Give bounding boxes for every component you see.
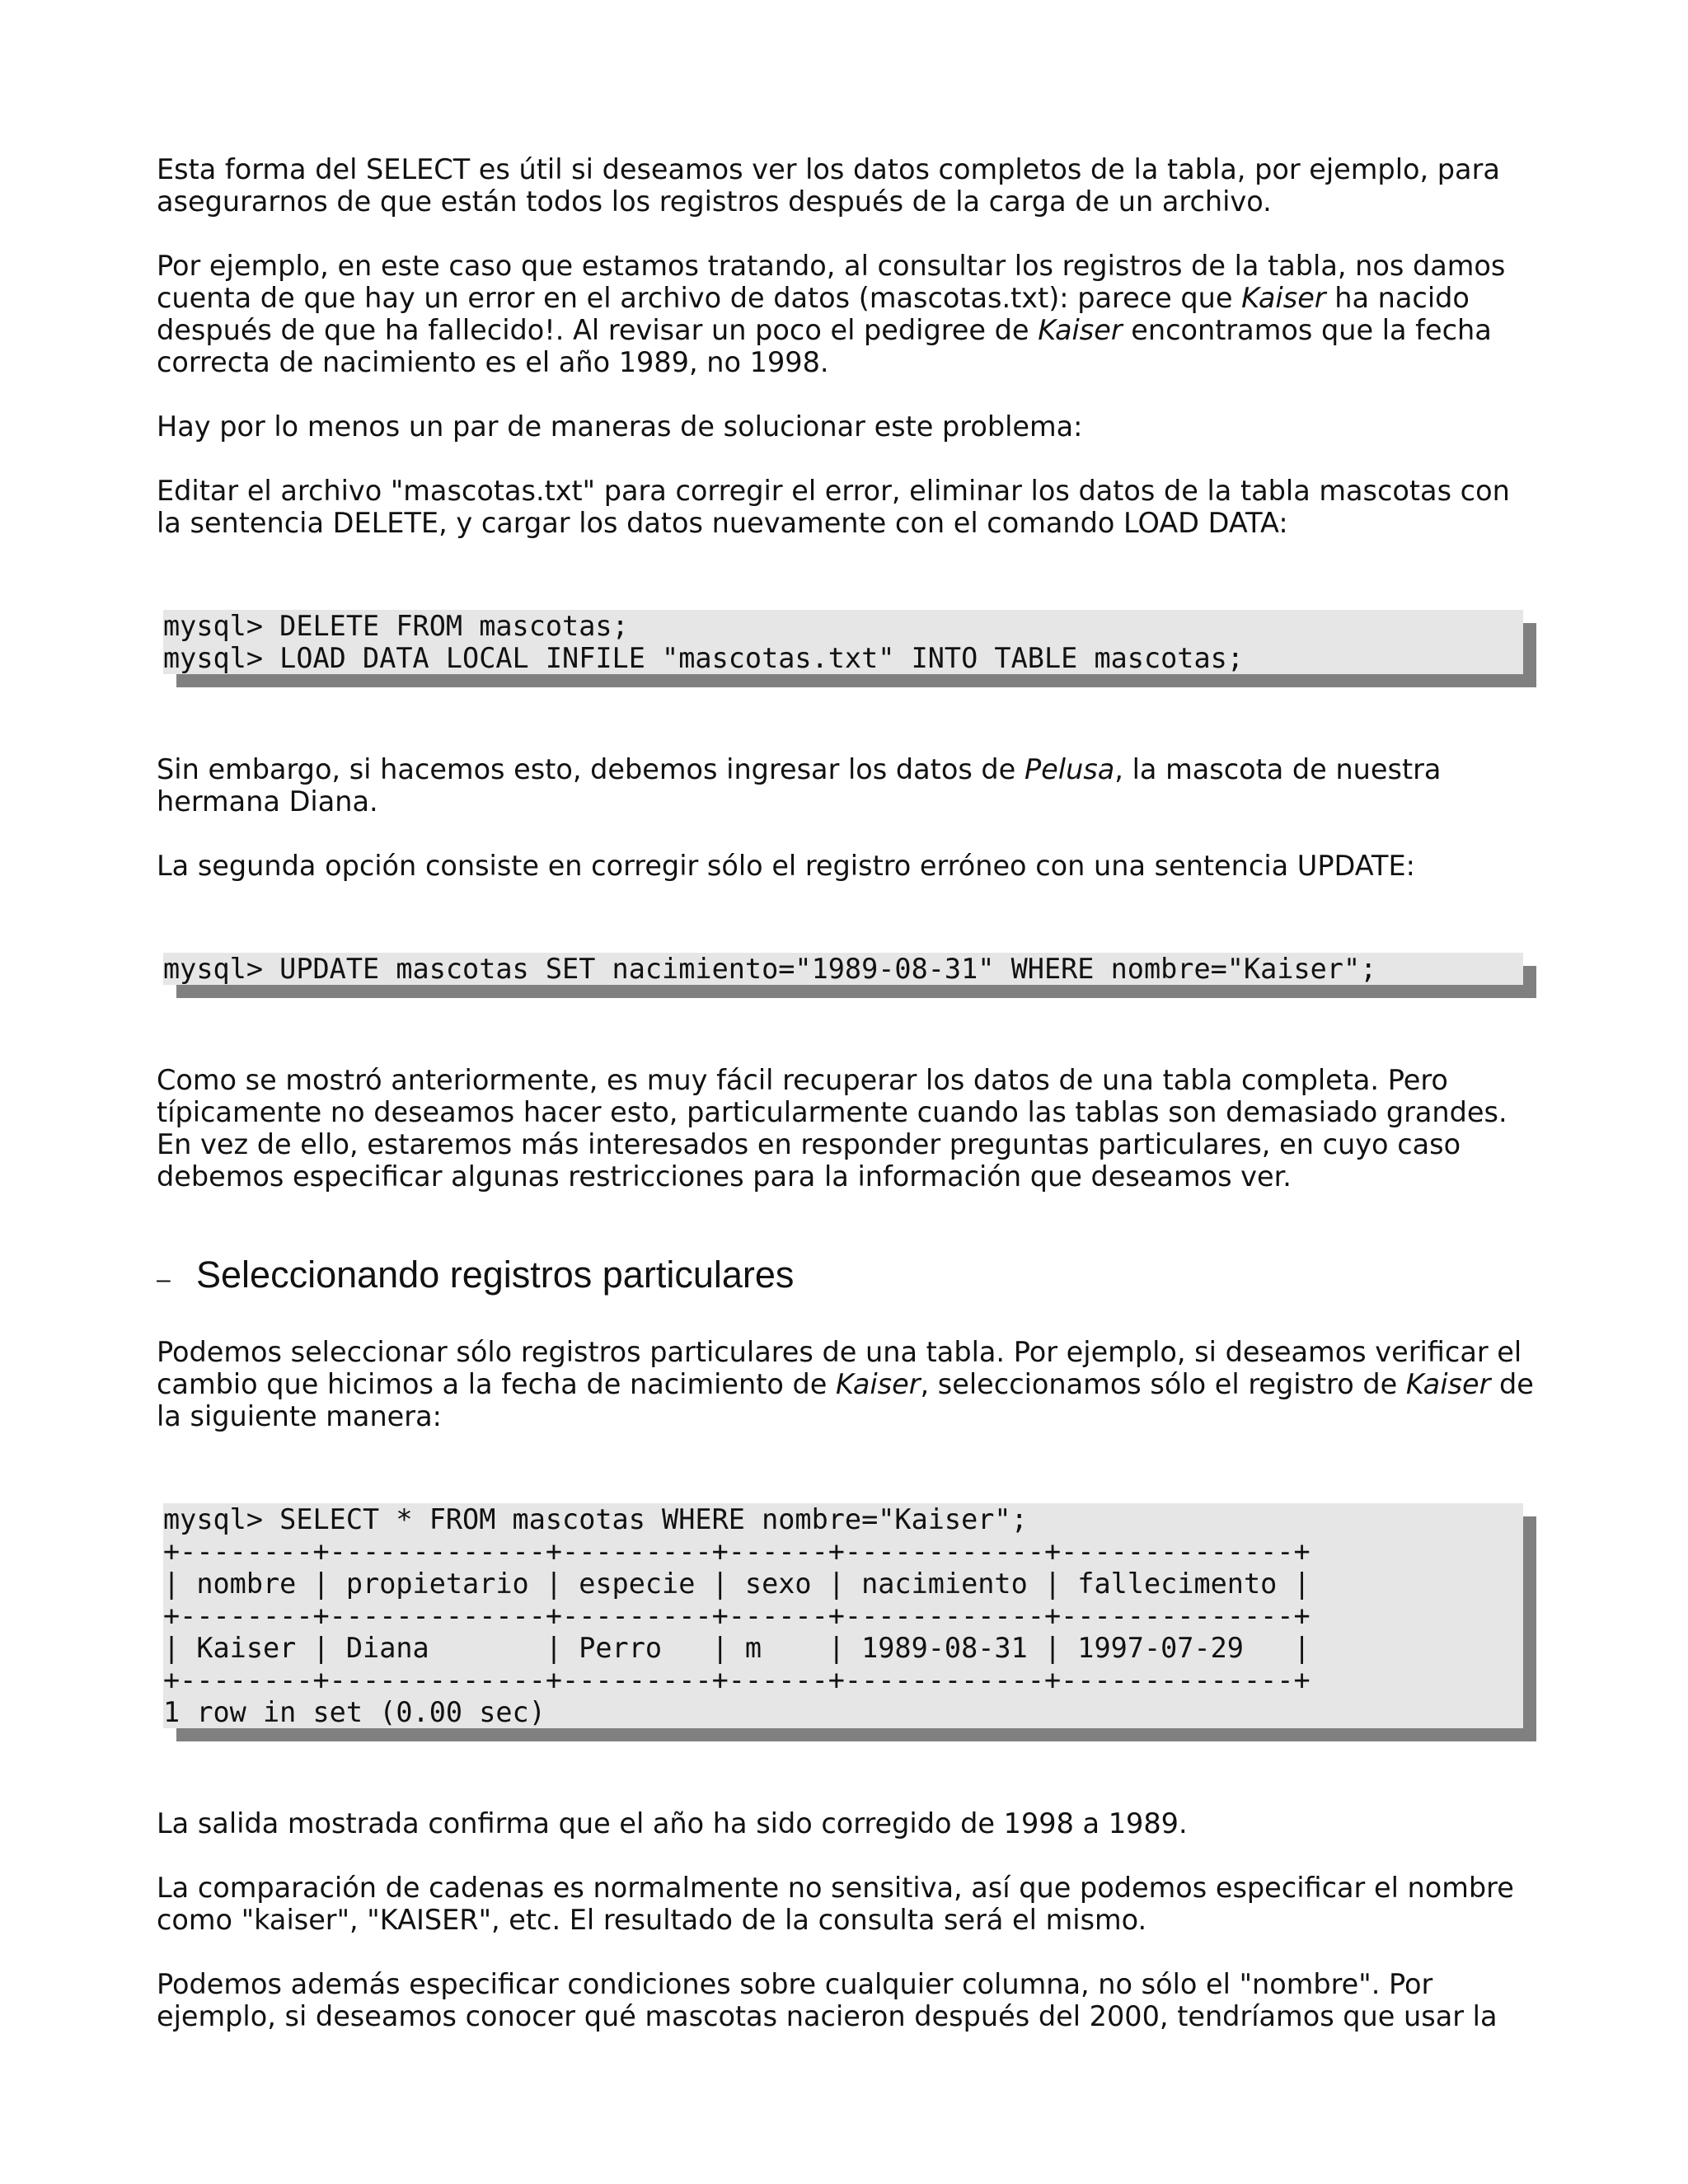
code-block-update (163, 953, 1523, 985)
paragraph-output-confirms: La salida mostrada confirma que el año ha sido corregido de 1998 a 1989. (157, 1807, 1188, 1840)
text-span: , la mascota de nuestra hermana Diana. (157, 753, 1442, 818)
text-span: Por ejemplo, en este caso que estamos tratando, al consultar los registros de la tabla, nos damos cuenta de que hay un error en el archivo de datos (mascotas.txt): parece que (157, 250, 1506, 314)
paragraph-pelusa (157, 753, 1541, 818)
section-heading (157, 1252, 1541, 1298)
code-block-delete-load (163, 610, 1523, 674)
code-text: mysql> SELECT * FROM mascotas WHERE nombre="Kaiser"; +--------+-------------+---------+------+------------+--------------+ | nombre | propietario | especie | sexo | nacimiento | fallecimento | +--------+-------------+---------+------+------------+--------------+ | Kaiser | Diana | Perro | m | 1989-08-31 | 1997-07-29 | +--------+-------------+---------+------+------------+--------------+ 1 row in set (0.00 sec) (163, 1503, 1523, 1728)
italic-name: Pelusa (1024, 753, 1115, 785)
paragraph-edit-file: Editar el archivo "mascotas.txt" para corregir el error, eliminar los datos de la tabla mascotas con la sentencia DELETE, y cargar los datos nuevamente con el comando LOAD DATA: (157, 475, 1510, 539)
italic-name: Kaiser (1405, 1368, 1491, 1400)
text-span: Podemos seleccionar sólo registros particulares de una tabla. Por ejemplo, si deseamos verificar el cambio que hicimos a la fecha de nacimiento de (157, 1336, 1522, 1400)
text-span: encontramos que la fecha correcta de nacimiento es el año 1989, no 1998. (157, 314, 1492, 378)
paragraph-select-particular (157, 1336, 1541, 1432)
paragraph-case-insensitive: La comparación de cadenas es normalmente no sensitiva, así que podemos especificar el nombre como "kaiser", "KAISER", etc. El resultado de la consulta será el mismo. (157, 1872, 1514, 1936)
italic-name: Kaiser (836, 1368, 921, 1400)
text-span: , seleccionamos sólo el registro de (920, 1368, 1406, 1400)
text-span: Sin embargo, si hacemos esto, debemos ingresar los datos de (157, 753, 1025, 785)
paragraph-solutions-intro: Hay por lo menos un par de maneras de solucionar este problema: (157, 410, 1083, 443)
italic-name: Kaiser (1241, 282, 1326, 314)
text-span: de la siguiente manera: (157, 1368, 1534, 1432)
heading-text: Seleccionando registros particulares (196, 1254, 795, 1296)
code-text: mysql> UPDATE mascotas SET nacimiento="1989-08-31" WHERE nombre="Kaiser"; (163, 953, 1523, 985)
paragraph-error-found (157, 250, 1541, 378)
heading-bullet: – (157, 1266, 171, 1293)
code-block-select-result (163, 1503, 1523, 1728)
document-page (157, 153, 1541, 2032)
italic-name: Kaiser (1038, 314, 1123, 346)
text-span: ha nacido después de que ha fallecido!. Al revisar un poco el pedigree de (157, 282, 1470, 346)
paragraph-select-usage: Esta forma del SELECT es útil si deseamos ver los datos completos de la tabla, por ejemplo, para asegurarnos de que están todos los registros después de la carga de un archivo. (157, 153, 1500, 218)
paragraph-restrictions: Como se mostró anteriormente, es muy fácil recuperar los datos de una tabla completa. Pero típicamente no deseamos hacer esto, particularmente cuando las tablas son demasiado grandes. En vez de ello, estaremos más interesados en responder preguntas particulares, en cuyo caso debemos especificar algunas restricciones para la información que deseamos ver. (157, 1064, 1507, 1193)
paragraph-update-option: La segunda opción consiste en corregir sólo el registro erróneo con una sentencia UPDATE: (157, 850, 1415, 882)
code-text: mysql> DELETE FROM mascotas; mysql> LOAD DATA LOCAL INFILE "mascotas.txt" INTO TABLE mascotas; (163, 610, 1523, 674)
paragraph-other-columns: Podemos además especificar condiciones sobre cualquier columna, no sólo el "nombre". Por ejemplo, si deseamos conocer qué mascotas nacieron después del 2000, tendríamos que usar la (157, 1968, 1498, 2032)
